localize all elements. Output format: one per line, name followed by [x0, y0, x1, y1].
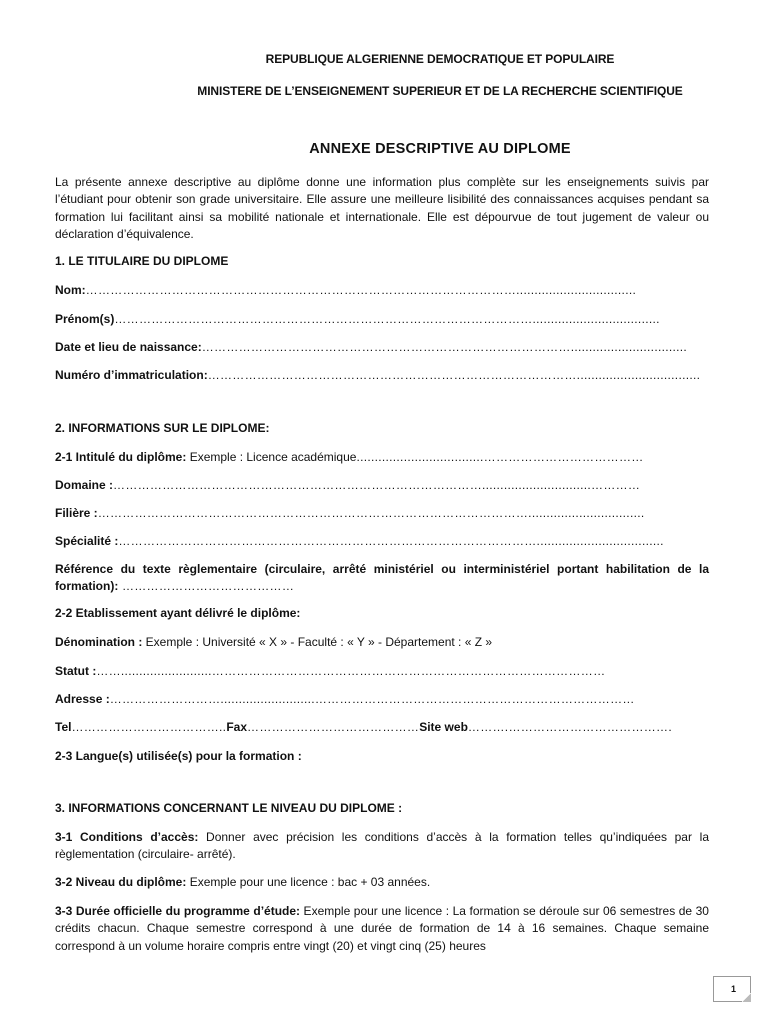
field-fax-dots: ……………………………………: [247, 720, 420, 734]
section3-heading: 3. INFORMATIONS CONCERNANT LE NIVEAU DU DIPLOME :: [55, 801, 403, 815]
field-duree-text: Exemple pour une licence : La formation se déroule sur 06 semestres de 30 crédits chacun. Chaque semestre correspond à une durée de formation de 14 à 16 semaines. Chaque semaine correspond à un volume horaire compris entre vingt (20) et vingt cinq (25) heures: [55, 904, 709, 953]
field-filiere-label: Filière :: [55, 506, 98, 520]
field-domaine-label: Domaine :: [55, 478, 114, 492]
field-niveau: [55, 874, 709, 891]
field-intitule: [55, 450, 644, 464]
field-reference-label: Référence du texte règlementaire (circulaire, arrêté ministériel ou interministériel portant habilitation de la formation):: [55, 562, 709, 594]
field-naissance: [55, 340, 687, 354]
field-immatriculation: [55, 368, 700, 382]
field-specialite: [55, 534, 664, 548]
field-intitule-example: Exemple : Licence académique: [189, 450, 357, 464]
field-prenom-label: Prénom(s): [55, 312, 115, 326]
field-naissance-label: Date et lieu de naissance:: [55, 340, 202, 354]
page-number-box: [713, 976, 751, 1002]
field-adresse-label: Adresse :: [55, 692, 110, 706]
section1-heading: 1. LE TITULAIRE DU DIPLOME: [55, 254, 229, 268]
subsection-etablissement: 2-2 Etablissement ayant délivré le diplôme:: [55, 606, 301, 620]
field-denomination: [55, 635, 492, 649]
page-curl-icon: [742, 993, 751, 1002]
field-naissance-dots: ………………………………………………………………………………................................: [201, 340, 688, 354]
field-denomination-example: Exemple : Université « X » - Faculté : « Y » - Département : « Z »: [145, 635, 493, 649]
page-number: 1: [730, 984, 736, 994]
field-duree: [55, 903, 709, 955]
field-intitule-dots: ...................................…………………………………: [356, 450, 644, 464]
field-adresse: [55, 692, 635, 706]
field-reference: [55, 561, 709, 596]
field-denomination-label: Dénomination :: [55, 635, 143, 649]
document-title: ANNEXE DESCRIPTIVE AU DIPLOME: [309, 141, 571, 157]
field-filiere-dots: ……………………………………………………………………………………………................................: [97, 506, 645, 520]
header-ministry: MINISTERE DE L’ENSEIGNEMENT SUPERIEUR ET DE LA RECHERCHE SCIENTIFIQUE: [197, 84, 683, 98]
field-specialite-dots: …………………………………………………………………………………………...................................: [118, 534, 664, 548]
subsection-langue: 2-3 Langue(s) utilisée(s) pour la formation :: [55, 749, 302, 763]
field-filiere: [55, 506, 644, 520]
header-republic: REPUBLIQUE ALGERIENNE DEMOCRATIQUE ET POPULAIRE: [265, 52, 615, 66]
field-tel-label: Tel: [55, 720, 72, 734]
field-fax-label: Fax: [226, 720, 248, 734]
section2-heading: 2. INFORMATIONS SUR LE DIPLOME:: [55, 421, 270, 435]
field-prenom: [55, 312, 660, 326]
field-statut: [55, 664, 605, 678]
field-immatriculation-label: Numéro d’immatriculation:: [55, 368, 208, 382]
field-adresse-dots: ………………………..........................……………………………………………………………………: [109, 692, 635, 706]
field-statut-label: Statut :: [55, 664, 97, 678]
field-nom: [55, 283, 636, 297]
field-site-dots: ……….………………………………….: [467, 720, 672, 734]
field-duree-label: 3-3 Durée officielle du programme d’étude:: [55, 904, 301, 918]
field-conditions-acces-label: 3-1 Conditions d’accès:: [55, 830, 199, 844]
field-statut-dots: …….........................……………………………………………………………………………………: [96, 664, 606, 678]
field-prenom-dots: …………………………………………………………………………………………...................................: [114, 312, 660, 326]
field-nom-label: Nom:: [55, 283, 86, 297]
field-nom-dots: …………………………………………………………………………………………….................................: [85, 283, 637, 297]
field-site-label: Site web: [419, 720, 468, 734]
field-conditions-acces: [55, 829, 709, 864]
field-domaine-dots: ………………………………………………………………………………..............................…………: [113, 478, 641, 492]
field-domaine: [55, 478, 640, 492]
field-contacts: [55, 720, 672, 734]
field-tel-dots: ………………………………..: [71, 720, 227, 734]
intro-paragraph: La présente annexe descriptive au diplôme donne une information plus complète sur les enseignements suivis par l’étudiant pour obtenir son grade universitaire. Elle assure une meilleure lisibilité des connaissances acquises pendant sa formation lui facilitant ainsi sa mobilité nationale et internationale. Elle est dépourvue de tout jugement de valeur ou déclaration d’équivalence.: [55, 175, 709, 241]
field-immatriculation-dots: ………………………………………………………………………………..................................: [207, 368, 701, 382]
field-intitule-label: 2-1 Intitulé du diplôme:: [55, 450, 187, 464]
field-niveau-text: Exemple pour une licence : bac + 03 années.: [186, 875, 431, 889]
field-reference-dots: ……………………………………: [118, 579, 295, 594]
field-specialite-label: Spécialité :: [55, 534, 119, 548]
field-conditions-acces-text: Donner avec précision les conditions d’accès à la formation telles qu’indiquées par la règlementation (circulaire- arrêté).: [55, 830, 709, 862]
field-niveau-label: 3-2 Niveau du diplôme:: [55, 875, 187, 889]
